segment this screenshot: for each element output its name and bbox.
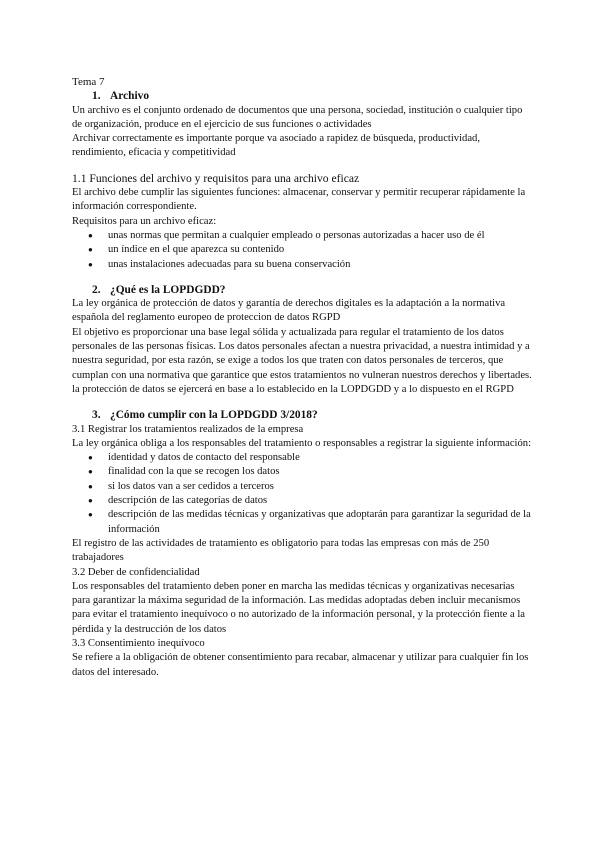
list-item: ● un índice en el que aparezca su contenido	[72, 243, 532, 257]
section-3-heading	[92, 408, 532, 422]
list-item: ● unas normas que permitan a cualquier empleado o personas autorizadas a hacer uso de él	[72, 229, 532, 243]
section-3-3-heading: 3.3 Consentimiento inequívoco	[72, 637, 205, 649]
list-item: ● identidad y datos de contacto del responsable	[72, 451, 532, 465]
section-3-number: 3.	[92, 409, 101, 422]
section-1-1-paragraph-2: Requisitos para un archivo eficaz:	[72, 215, 217, 227]
list-item: ● unas instalaciones adecuadas para su buena conservación	[72, 258, 532, 272]
section-2-heading	[92, 283, 532, 297]
section-1-1-paragraph-1: El archivo debe cumplir las siguientes funciones: almacenar, conservar y permitir recuperar rápidamente la información correspondiente.	[72, 187, 526, 213]
page-title: Tema 7	[72, 76, 105, 88]
document-body	[72, 75, 532, 680]
section-3-3-paragraph-1: Se refiere a la obligación de obtener consentimiento para recabar, almacenar y utilizar para cualquier fin los datos del interesado.	[72, 652, 529, 678]
section-2-title: ¿Qué es la LOPDGDD?	[110, 283, 226, 296]
list-item: ● finalidad con la que se recogen los datos	[72, 465, 532, 479]
section-2-paragraph-2: El objetivo es proporcionar una base legal sólida y actualizada para regular el tratamiento de los datos personales de las personas físicas. Los datos personales afectan a nuestra privacidad, a nuestra intimidad y a nuestra seguridad, por esta razón, se exige a todos los que traten con datos personales de terceros, que cumplan con una normativa que garantice que estos tratamientos no vulneran nuestros derechos y libertades.	[72, 326, 532, 381]
section-2-paragraph-1: La ley orgánica de protección de datos y garantía de derechos digitales es la adaptación a la normativa española del reglamento europeo de proteccion de datos RGPD	[72, 298, 506, 324]
section-3-1-heading: 3.1 Registrar los tratamientos realizados de la empresa	[72, 423, 304, 435]
section-3-2-heading: 3.2 Deber de confidencialidad	[72, 566, 200, 578]
list-item: ● descripción de las medidas técnicas y organizativas que adoptarán para garantizar la seguridad de la información	[72, 508, 532, 537]
section-3-1-paragraph-2: El registro de las actividades de tratamiento es obligatorio para todas las empresas con más de 250 trabajadores	[72, 537, 490, 564]
section-1-1-heading: 1.1 Funciones del archivo y requisitos para una archivo eficaz	[72, 171, 360, 185]
list-item: ● descripción de las categorías de datos	[72, 494, 532, 508]
section-3-title: ¿Cómo cumplir con la LOPDGDD 3/2018?	[110, 409, 318, 422]
list-item: ● si los datos van a ser cedidos a terceros	[72, 480, 532, 494]
section-1-number: 1.	[92, 90, 101, 103]
registry-list	[72, 451, 532, 537]
requirements-list	[72, 229, 532, 272]
section-2-number: 2.	[92, 283, 101, 296]
section-1-paragraph-1: Un archivo es el conjunto ordenado de documentos que una persona, sociedad, institución o cualquier tipo de organización, produce en el ejercicio de sus funciones o actividades	[72, 104, 523, 130]
section-1-title: Archivo	[110, 90, 150, 103]
section-3-2-paragraph-1: Los responsables del tratamiento deben poner en marcha las medidas técnicas y organizativas necesarias para garantizar la máxima seguridad de la información. Las medidas adoptadas deben incluir mecanismos para evitar el tratamiento inequívoco o no autorizado de la información personal, y la protección fiente a la pérdida y la destrucción de los datos	[72, 580, 525, 635]
section-1-heading	[92, 89, 532, 103]
section-1-paragraph-2: Archivar correctamente es importante porque va asociado a rapidez de búsqueda, productividad, rendimiento, eficacia y competitividad	[72, 133, 480, 159]
section-2-paragraph-3: la protección de datos se ejercerá en base a lo establecido en la LOPDGDD y a lo dispuesto en el RGPD	[72, 383, 514, 395]
section-3-1-paragraph-1: La ley orgánica obliga a los responsables del tratamiento o responsables a registrar la siguiente información:	[72, 437, 532, 449]
